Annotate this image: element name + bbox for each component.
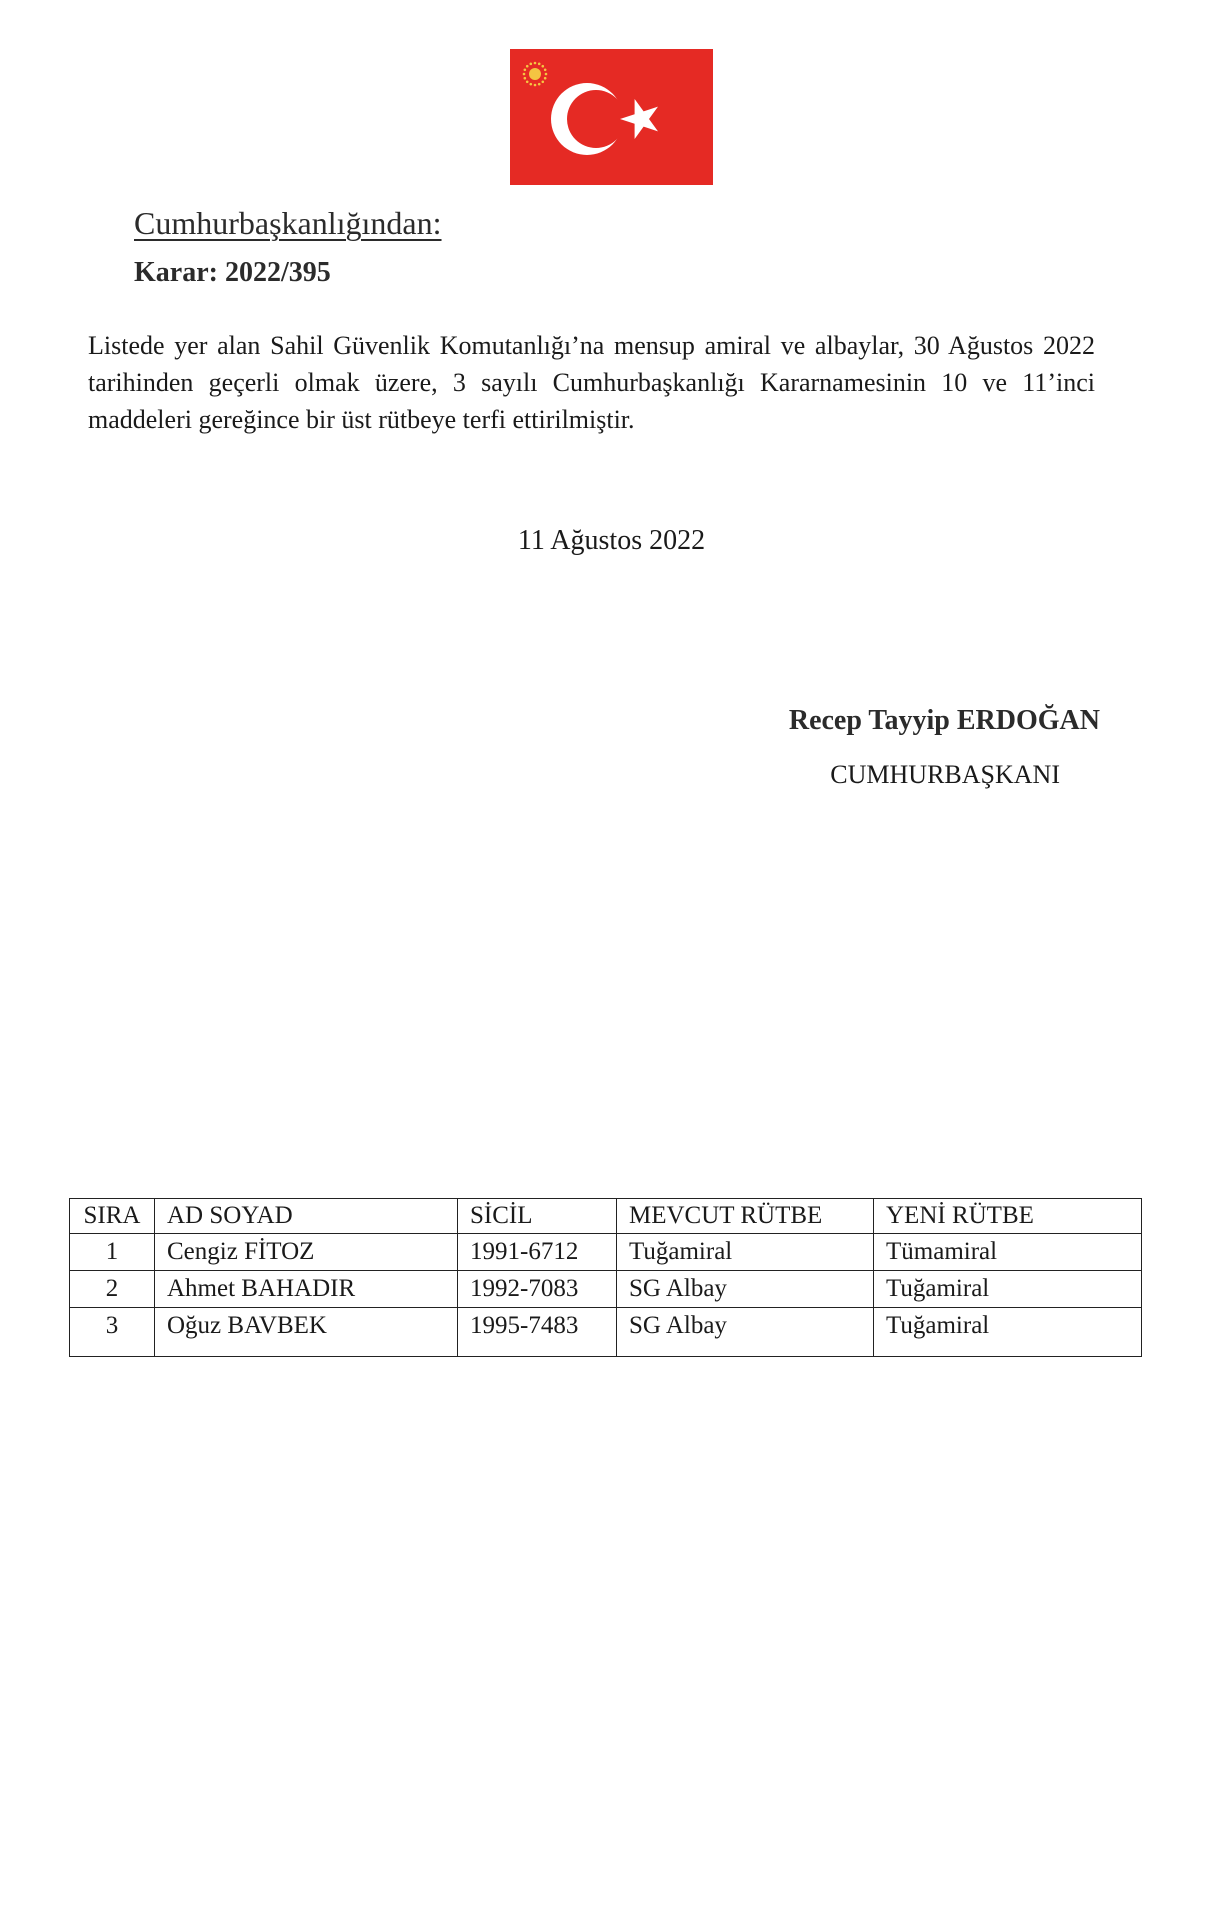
- header-registry: SİCİL: [458, 1199, 617, 1234]
- sun-ray-dot: [538, 63, 541, 66]
- sun-ray-dot: [529, 83, 532, 86]
- cell-name: Ahmet BAHADIR: [155, 1271, 458, 1308]
- table-row: [70, 1271, 1142, 1308]
- presidential-flag: [510, 49, 713, 185]
- table-header-row: [70, 1199, 1142, 1234]
- sun-ray-dot: [538, 83, 541, 86]
- cell-registry: 1992-7083: [458, 1271, 617, 1308]
- sun-ray-dot: [526, 65, 529, 68]
- sun-ray-dot: [524, 77, 527, 80]
- cell-current-rank: SG Albay: [617, 1308, 874, 1357]
- sun-ray-dot: [541, 80, 544, 83]
- decision-date: [0, 525, 1223, 557]
- cell-registry: 1991-6712: [458, 1234, 617, 1271]
- signer-name: Recep Tayyip ERDOĞAN: [788, 705, 1100, 736]
- sun-ray-dot: [529, 63, 532, 66]
- sun-ray-dot: [534, 62, 537, 65]
- decision-text: Listede yer alan Sahil Güvenlik Komutanlığı’na mensup amiral ve albaylar, 30 Ağustos 2022 tarihinden geçerli olmak üzere, 3 sayılı Cumhurbaşkanlığı Kararnamesinin 10 ve 11’inci maddeleri gereğince bir üst rütbeye terfi ettirilmiştir.: [88, 331, 1095, 434]
- cell-current-rank: SG Albay: [617, 1271, 874, 1308]
- decision-number: Karar: 2022/395: [134, 257, 331, 288]
- sun-ray-dot: [526, 80, 529, 83]
- cell-current-rank: Tuğamiral: [617, 1234, 874, 1271]
- sun-ray-dot: [544, 77, 547, 80]
- signer-title: CUMHURBAŞKANI: [830, 760, 1060, 789]
- cell-order: 3: [70, 1308, 155, 1357]
- sun-ray-dot: [544, 68, 547, 71]
- cell-order: 2: [70, 1271, 155, 1308]
- sun-ray-dot: [523, 73, 526, 76]
- header-current-rank: MEVCUT RÜTBE: [617, 1199, 874, 1234]
- decision-date-text: 11 Ağustos 2022: [517, 525, 706, 556]
- crescent-inner: [567, 90, 625, 148]
- sun-ray-dot: [534, 84, 537, 87]
- cell-name: Cengiz FİTOZ: [155, 1234, 458, 1271]
- header-name: AD SOYAD: [155, 1199, 458, 1234]
- cell-order: 1: [70, 1234, 155, 1271]
- sun-ray-dot: [524, 68, 527, 71]
- header-new-rank: YENİ RÜTBE: [874, 1199, 1142, 1234]
- promotion-table: [69, 1198, 1142, 1357]
- sun-ray-dot: [545, 73, 548, 76]
- cell-name: Oğuz BAVBEK: [155, 1308, 458, 1357]
- sun-ray-dot: [541, 65, 544, 68]
- cell-new-rank: Tuğamiral: [874, 1271, 1142, 1308]
- table-row: [70, 1234, 1142, 1271]
- header-order: SIRA: [70, 1199, 155, 1234]
- issuing-authority: Cumhurbaşkanlığından:: [134, 205, 442, 241]
- cell-new-rank: Tümamiral: [874, 1234, 1142, 1271]
- cell-registry: 1995-7483: [458, 1308, 617, 1357]
- cell-new-rank: Tuğamiral: [874, 1308, 1142, 1357]
- promotion-table-container: [69, 1198, 1142, 1357]
- table-row: [70, 1308, 1142, 1357]
- flag-graphic: [510, 49, 713, 185]
